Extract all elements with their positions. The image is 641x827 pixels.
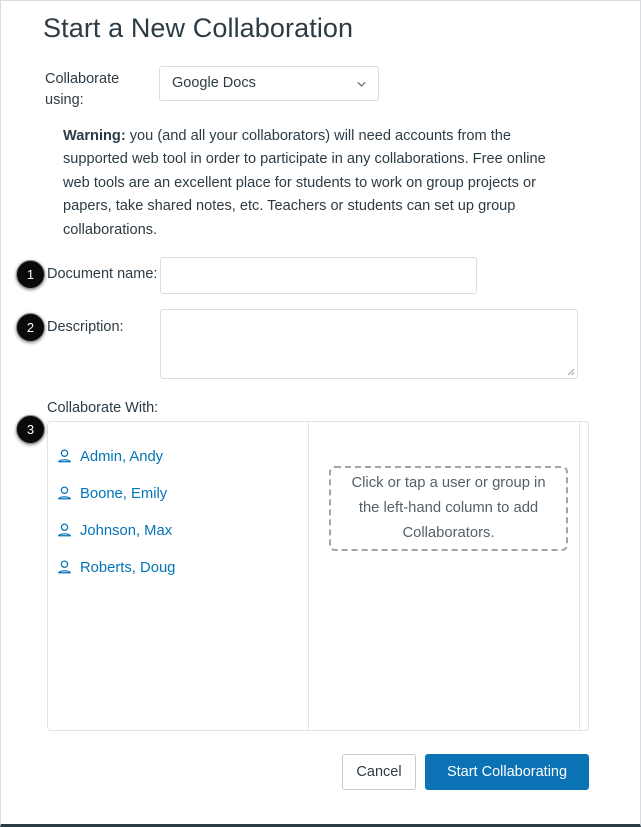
available-collaborators-list	[48, 438, 308, 586]
warning-text	[63, 125, 559, 242]
chevron-down-icon	[357, 80, 366, 89]
document-name-input[interactable]	[160, 257, 477, 294]
cancel-button[interactable]: Cancel	[342, 754, 416, 790]
collaborator-name: Admin, Andy	[80, 448, 164, 465]
collaborator-name: Johnson, Max	[80, 522, 173, 539]
collaboration-tool-selected-value: Google Docs	[172, 75, 256, 91]
list-item[interactable]	[48, 512, 308, 549]
collaborator-name: Roberts, Doug	[80, 559, 176, 576]
warning-prefix: Warning:	[63, 128, 126, 144]
collaborators-dropzone[interactable]	[329, 466, 568, 551]
collaborator-name: Boone, Emily	[80, 485, 168, 502]
panel-divider-right	[579, 422, 580, 730]
description-label: Description:	[47, 319, 124, 335]
list-item[interactable]	[48, 438, 308, 475]
collaborate-using-label: Collaborate using:	[45, 71, 120, 108]
user-icon	[56, 448, 73, 465]
step-badge-2: 2	[16, 313, 45, 342]
list-item[interactable]	[48, 549, 308, 586]
user-icon	[56, 485, 73, 502]
resize-handle-icon[interactable]	[563, 364, 575, 376]
panel-divider-left	[308, 422, 309, 730]
description-textarea[interactable]	[160, 309, 578, 379]
dropzone-text: Click or tap a user or group in the left-hand column to add Collaborators.	[351, 475, 546, 541]
user-icon	[56, 522, 73, 539]
collaboration-tool-select[interactable]	[159, 66, 379, 101]
document-name-label: Document name:	[47, 266, 158, 282]
collaborate-with-panel	[47, 421, 589, 731]
step-badge-3: 3	[16, 415, 45, 444]
warning-body: you (and all your collaborators) will need accounts from the supported web tool in order to participate in any collaborations. Free online web tools are an excellent place for students to work on group projects or papers, take shared notes, etc. Teachers or students can set up group collaborations.	[63, 128, 546, 238]
user-icon	[56, 559, 73, 576]
page-title: Start a New Collaboration	[43, 13, 354, 43]
collaborate-with-label: Collaborate With:	[47, 400, 159, 416]
start-collaborating-button[interactable]: Start Collaborating	[425, 754, 589, 790]
list-item[interactable]	[48, 475, 308, 512]
step-badge-1: 1	[16, 260, 45, 289]
